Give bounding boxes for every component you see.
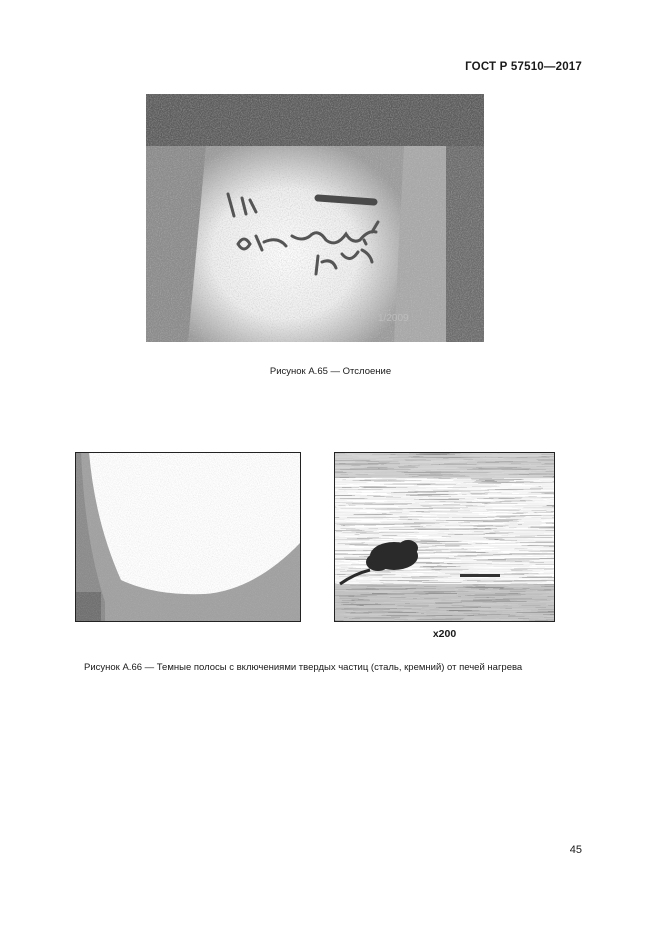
document-code: ГОСТ Р 57510—2017 [465,61,582,73]
photo-timestamp: 1/2009 [378,313,409,324]
magnification-label: x200 [432,628,457,640]
page-number: 45 [569,844,582,856]
photo-delamination [146,94,484,342]
photo-dark-stripes-overview [75,452,301,622]
figure-65-caption: Рисунок А.65 — Отслоение [269,366,392,377]
figure-66-caption: Рисунок А.66 — Темные полосы с включениями твердых частиц (сталь, кремний) от печей нагрева [84,662,523,673]
photo-micrograph-x200 [334,452,555,622]
